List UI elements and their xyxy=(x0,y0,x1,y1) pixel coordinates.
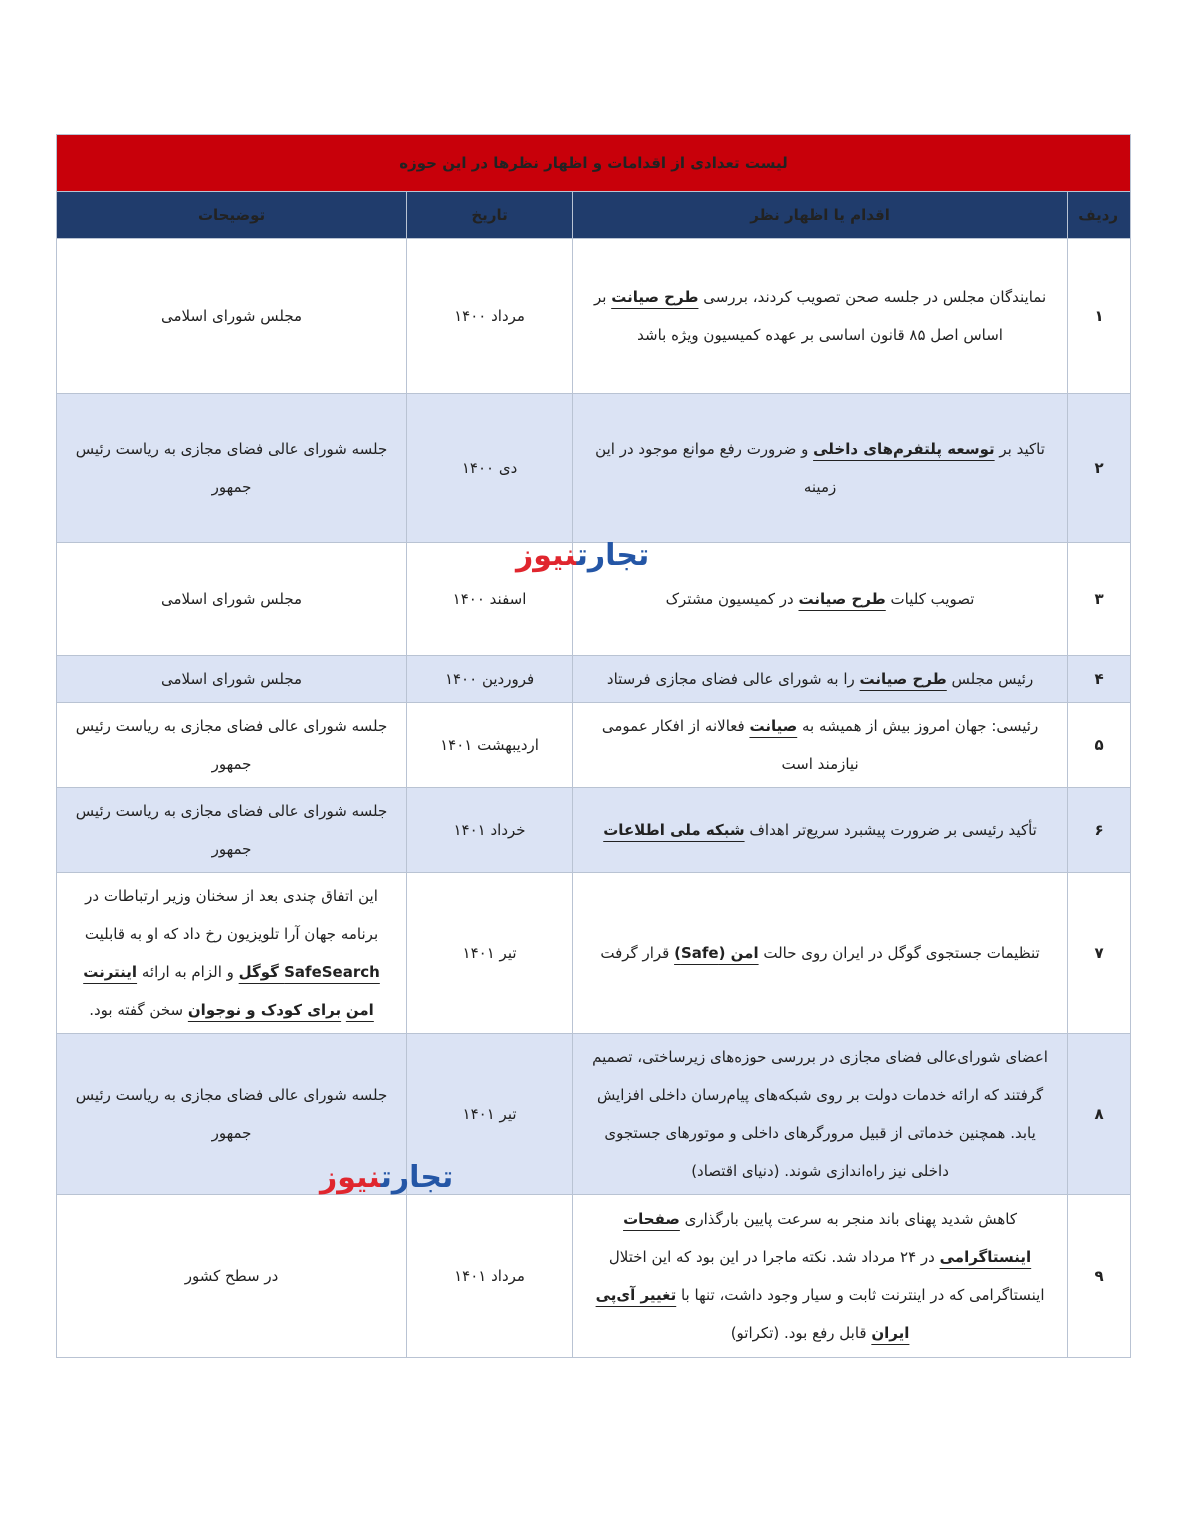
text-segment: جلسه شورای عالی فضای مجازی به ریاست رئیس جمهور xyxy=(75,1086,388,1142)
table-row xyxy=(57,788,1131,873)
row-number: ۴ xyxy=(1068,656,1131,703)
row-number: ۷ xyxy=(1068,873,1131,1034)
text-segment: نمایندگان مجلس در جلسه صحن تصویب کردند، بررسی xyxy=(698,288,1047,306)
highlighted-term: برای کودک و نوجوان xyxy=(187,1001,342,1019)
text-segment: سخن گفته بود. xyxy=(89,1001,188,1019)
desc-cell xyxy=(57,543,407,656)
desc-cell xyxy=(57,656,407,703)
action-cell xyxy=(573,1195,1068,1358)
header-num: ردیف xyxy=(1068,192,1131,239)
text-segment: و ضرورت رفع موانع موجود در این زمینه xyxy=(595,440,837,496)
table-row xyxy=(57,394,1131,543)
text-segment: فعالانه از افکار عمومی نیازمند است xyxy=(601,717,859,773)
highlighted-term: تغییر آی‌پی ایران xyxy=(595,1286,910,1342)
text-segment: اعضای شورای‌عالی فضای مجازی در بررسی حوزه‌های زیرساختی، تصمیم گرفتند که ارائه خدمات دولت بر روی شبکه‌های پیام‌رسان داخلی افزایش یابد. همچنین خدماتی از قبیل مرورگرهای داخلی و موتورهای جستجوی داخلی نیز راه‌اندازی شوند. (دنیای اقتصاد) xyxy=(592,1048,1048,1180)
text-segment: تنظیمات جستجوی گوگل در ایران روی حالت xyxy=(758,944,1040,962)
desc-cell xyxy=(57,788,407,873)
highlighted-term: توسعه پلتفرم‌های داخلی xyxy=(813,440,995,458)
row-number: ۸ xyxy=(1068,1034,1131,1195)
action-cell xyxy=(573,703,1068,788)
header-date: تاریخ xyxy=(407,192,573,239)
text-segment: رئیسی: جهان امروز بیش از همیشه به xyxy=(797,717,1039,735)
date-cell: تیر ۱۴۰۱ xyxy=(407,1034,573,1195)
highlighted-term: طرح صیانت xyxy=(798,590,886,608)
table-title: لیست تعدادی از اقدامات و اظهار نظرها در این حوزه xyxy=(57,135,1131,192)
highlighted-term: امن (Safe) xyxy=(674,944,759,962)
text-segment: مجلس شورای اسلامی xyxy=(161,670,303,688)
date-cell: خرداد ۱۴۰۱ xyxy=(407,788,573,873)
text-segment: قابل رفع بود. (تکراتو) xyxy=(730,1324,872,1342)
text-segment: بر اساس اصل ۸۵ قانون اساسی بر عهده کمیسیون ویژه باشد xyxy=(593,288,1003,344)
row-number: ۲ xyxy=(1068,394,1131,543)
text-segment: در ۲۴ مرداد شد. نکته ماجرا در این بود که این اختلال اینستاگرامی که در اینترنت ثابت و سیار وجود داشت، تنها با xyxy=(608,1248,1045,1304)
text-segment: در کمیسیون مشترک xyxy=(665,590,799,608)
highlighted-term: صیانت xyxy=(749,717,798,735)
actions-table xyxy=(56,134,1131,1358)
text-segment: در سطح کشور xyxy=(184,1267,279,1285)
header-action: اقدام یا اظهار نظر xyxy=(573,192,1068,239)
row-number: ۹ xyxy=(1068,1195,1131,1358)
table-row xyxy=(57,873,1131,1034)
date-cell: اسفند ۱۴۰۰ xyxy=(407,543,573,656)
desc-cell xyxy=(57,873,407,1034)
table-row xyxy=(57,656,1131,703)
date-cell: دی ۱۴۰۰ xyxy=(407,394,573,543)
desc-cell xyxy=(57,703,407,788)
row-number: ۱ xyxy=(1068,239,1131,394)
action-cell xyxy=(573,1034,1068,1195)
text-segment: کاهش شدید پهنای باند منجر به سرعت پایین بارگذاری xyxy=(679,1210,1018,1228)
date-cell: مرداد ۱۴۰۰ xyxy=(407,239,573,394)
text-segment: رئیس مجلس xyxy=(946,670,1034,688)
text-segment: و الزام به ارائه xyxy=(137,963,239,981)
text-segment: تأکید رئیسی بر ضرورت پیشبرد سریع‌تر اهداف xyxy=(744,821,1037,839)
table-row xyxy=(57,703,1131,788)
desc-cell xyxy=(57,1195,407,1358)
text-segment: جلسه شورای عالی فضای مجازی به ریاست رئیس جمهور xyxy=(75,440,388,496)
text-segment: قرار گرفت xyxy=(600,944,675,962)
action-cell xyxy=(573,394,1068,543)
text-segment: مجلس شورای اسلامی xyxy=(161,590,303,608)
date-cell: تیر ۱۴۰۱ xyxy=(407,873,573,1034)
table-row xyxy=(57,1034,1131,1195)
desc-cell xyxy=(57,394,407,543)
row-number: ۶ xyxy=(1068,788,1131,873)
table-row xyxy=(57,239,1131,394)
row-number: ۵ xyxy=(1068,703,1131,788)
highlighted-term: شبکه ملی اطلاعات xyxy=(603,821,745,839)
text-segment: تاکید بر xyxy=(994,440,1045,458)
highlighted-term: اینترنت امن xyxy=(83,963,374,1019)
date-cell: مرداد ۱۴۰۱ xyxy=(407,1195,573,1358)
header-desc: توضیحات xyxy=(57,192,407,239)
row-number: ۳ xyxy=(1068,543,1131,656)
action-cell xyxy=(573,873,1068,1034)
action-cell xyxy=(573,239,1068,394)
highlighted-term: صفحات اینستاگرامی xyxy=(623,1210,1032,1266)
text-segment: جلسه شورای عالی فضای مجازی به ریاست رئیس جمهور xyxy=(75,802,388,858)
action-cell xyxy=(573,788,1068,873)
highlighted-term: طرح صیانت xyxy=(611,288,699,306)
watermark-logo: تجارتنیوز xyxy=(320,1160,454,1195)
desc-cell xyxy=(57,239,407,394)
watermark-logo: تجارتنیوز xyxy=(516,538,650,573)
action-cell xyxy=(573,656,1068,703)
text-segment: جلسه شورای عالی فضای مجازی به ریاست رئیس جمهور xyxy=(75,717,388,773)
date-cell: اردیبهشت ۱۴۰۱ xyxy=(407,703,573,788)
text-segment: تصویب کلیات xyxy=(885,590,975,608)
date-cell: فروردین ۱۴۰۰ xyxy=(407,656,573,703)
highlighted-term: SafeSearch گوگل xyxy=(238,963,380,981)
text-segment: را به شورای عالی فضای مجازی فرستاد xyxy=(606,670,860,688)
table-row xyxy=(57,1195,1131,1358)
highlighted-term: طرح صیانت xyxy=(859,670,947,688)
text-segment: این اتفاق چندی بعد از سخنان وزیر ارتباطات در برنامه جهان آرا تلویزیون رخ داد که او به قابلیت xyxy=(84,887,379,943)
text-segment: مجلس شورای اسلامی xyxy=(161,307,303,325)
